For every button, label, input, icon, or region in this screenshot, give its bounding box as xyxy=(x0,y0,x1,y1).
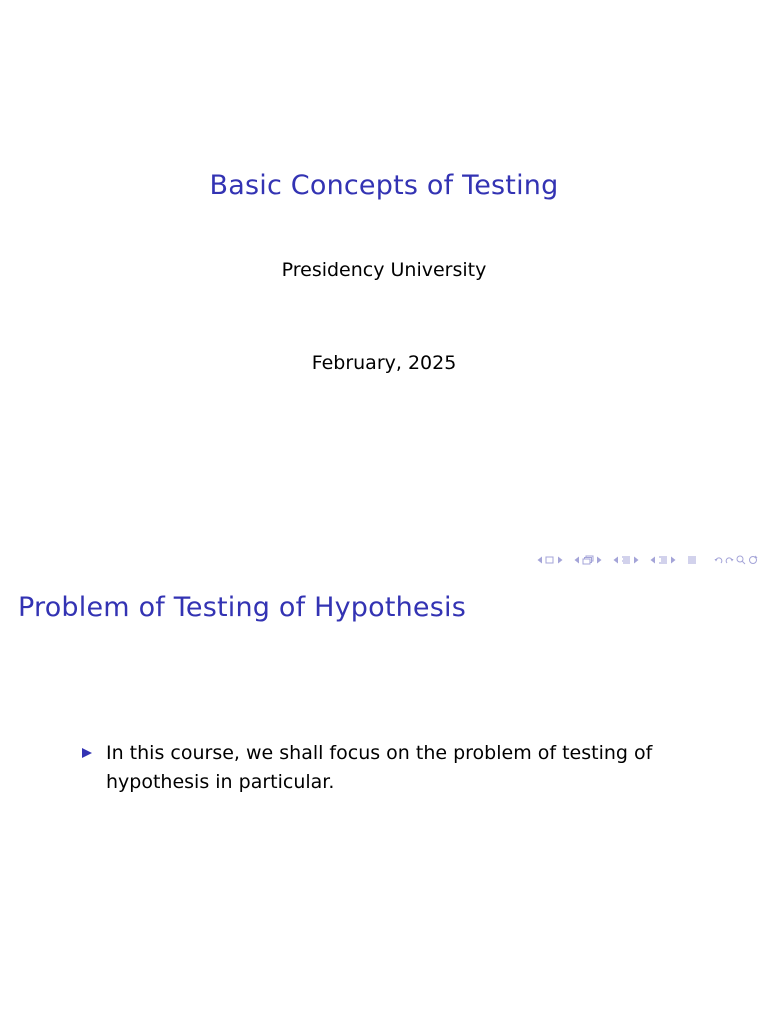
appendix-nav-group xyxy=(687,555,697,565)
prev-arrow-icon[interactable] xyxy=(537,556,543,564)
nav-subsubsection-icon[interactable] xyxy=(658,555,668,565)
list-item xyxy=(82,739,702,797)
content-slide xyxy=(0,576,768,1024)
next-arrow-icon[interactable] xyxy=(633,556,639,564)
nav-appendix-icon[interactable] xyxy=(687,555,697,565)
next-arrow-icon[interactable] xyxy=(670,556,676,564)
subsubsection-nav-group xyxy=(650,555,676,565)
redo-icon[interactable] xyxy=(725,556,734,565)
prev-arrow-icon[interactable] xyxy=(650,556,656,564)
bullet-list xyxy=(82,739,702,797)
nav-subsection-icon[interactable] xyxy=(582,555,594,565)
presentation-title: Basic Concepts of Testing xyxy=(209,170,559,201)
section-nav-group xyxy=(613,555,639,565)
refresh-icon[interactable] xyxy=(748,555,758,565)
institute-name: Presidency University xyxy=(281,259,487,281)
search-nav-group xyxy=(714,555,758,565)
presentation-date: February, 2025 xyxy=(311,352,457,374)
nav-search-icon[interactable] xyxy=(736,555,746,565)
next-arrow-icon[interactable] xyxy=(596,556,602,564)
undo-icon[interactable] xyxy=(714,556,723,565)
frame-nav-group xyxy=(537,556,563,565)
nav-section-icon[interactable] xyxy=(621,555,631,565)
subsection-nav-group xyxy=(574,555,602,565)
bullet-text: In this course, we shall focus on the problem of testing of hypothesis in particular. xyxy=(106,742,653,793)
beamer-navigation-bar xyxy=(529,555,758,565)
triangle-bullet-icon xyxy=(82,748,92,758)
prev-arrow-icon[interactable] xyxy=(574,556,580,564)
frame-title: Problem of Testing of Hypothesis xyxy=(18,592,466,623)
next-arrow-icon[interactable] xyxy=(557,556,563,564)
prev-arrow-icon[interactable] xyxy=(613,556,619,564)
nav-frame-icon[interactable] xyxy=(545,556,555,565)
